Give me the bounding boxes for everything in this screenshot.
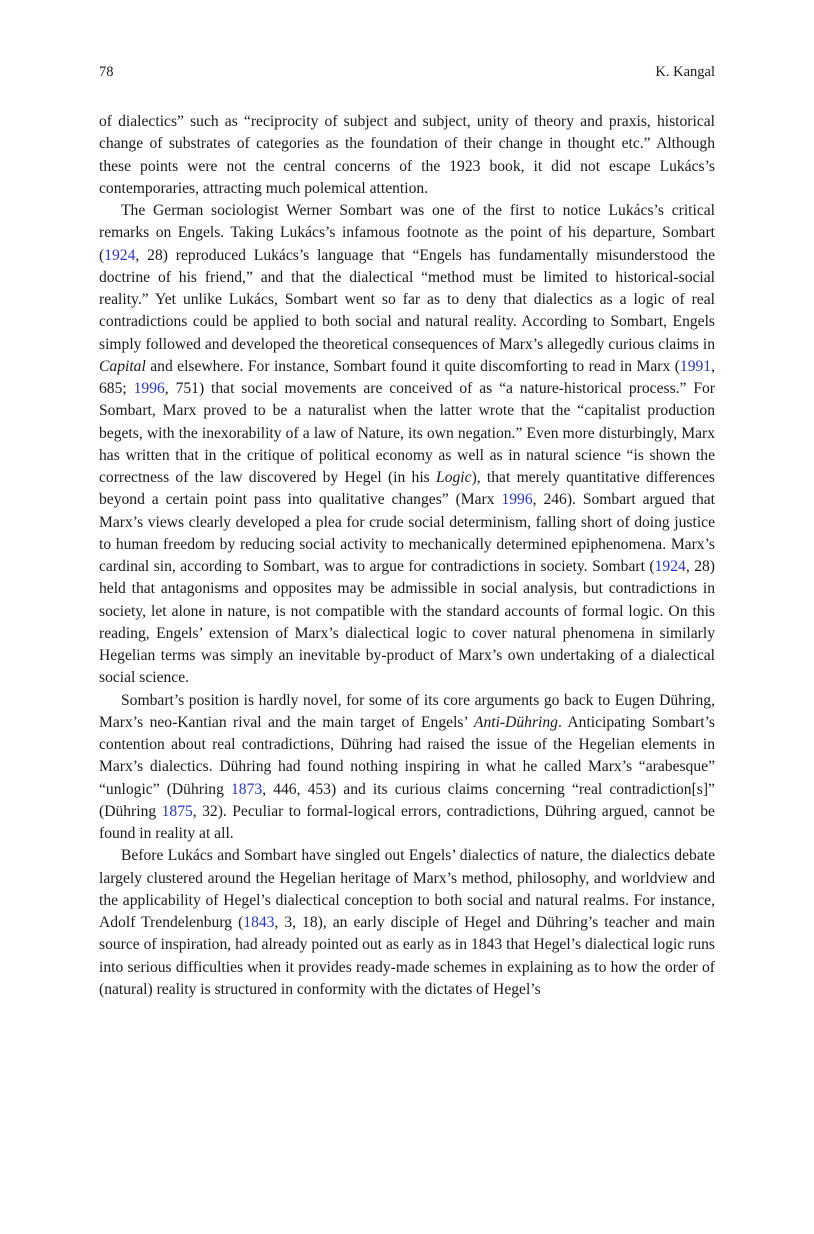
page-number: 78 (99, 64, 114, 80)
text-run: Sombart’s position is hardly novel, for some of its core arguments go back to Eugen Dühring, Marx’s neo-Kantian rival and the main target of Engels’ (99, 691, 715, 731)
text-run: , 246). Sombart argued that Marx’s views clearly developed a plea for crude social determinism, falling short of doing justice to human freedom by reducing social activity to mechanically determined epiphenomena. Marx’s cardinal sin, according to Sombart, was to argue for contradictions in society. Sombart ( (99, 491, 715, 575)
text-run: , 28) reproduced Lukács’s language that “Engels has fundamentally misunderstood the doctrine of his friend,” and that the dialectical “method must be limited to historical-social reality.” Yet unlike Lukács, Sombart went so far as to deny that dialectics as a logic of real contradictions could be applied to both social and natural reality. According to Sombart, Engels simply followed and developed the theoretical consequences of Marx’s allegedly curious claims in (99, 246, 715, 353)
italic-title: Capital (99, 357, 146, 375)
text-run: , 685; (99, 357, 715, 397)
text-run: , 446, 453) and its curious claims concerning “real contradiction[s]” (Dühring (99, 780, 715, 820)
text-run: , 28) held that antagonisms and opposites may be admissible in social analysis, but contradictions in society, let alone in nature, is not compatible with the standard accounts of formal logic. On this reading, Engels’ extension of Marx’s dialectical logic to cover natural phenomena in similarly Hegelian terms was simply an inevitable by-product of Marx’s own undertaking of a dialectical social science. (99, 558, 715, 687)
body-text (99, 111, 715, 1001)
citation-link[interactable]: 1996 (501, 491, 533, 509)
italic-title: Logic (436, 469, 472, 486)
citation-link[interactable]: 1924 (104, 246, 136, 264)
italic-title: Anti-Dühring (473, 713, 558, 731)
paragraph (99, 111, 715, 200)
text-run: Before Lukács and Sombart have singled out Engels’ dialectics of nature, the dialectics debate largely clustered around the Hegelian heritage of Marx’s method, philosophy, and worldview and the applicability of Hegel’s dialectical conception to both social and natural realms. For instance, Adolf Trendelenburg ( (99, 847, 715, 931)
text-run: of dialectics” such as “reciprocity of subject and subject, unity of theory and praxis, historical change of substrates of categories as the foundation of their change in thought etc.” Although these points were not the central concerns of the 1923 book, it did not escape Lukács’s contemporaries, attracting much polemical attention. (99, 113, 715, 197)
text-run: . Anticipating Sombart’s contention about real contradictions, Dühring had raised the issue of the Hegelian elements in Marx’s dialectics. Dühring had found nothing inspiring in what he called Marx’s “arabesque” “unlogic” (Dühring (99, 713, 716, 798)
text-run: , 751) that social movements are conceived of as “a nature-historical process.” For Sombart, Marx proved to be a naturalist when the latter wrote that the “capitalist production begets, with the inexorability of a law of Nature, its own negation.” Even more disturbingly, Marx has written that in the critique of political economy as well as in natural science “is shown the correctness of the law discovered by Hegel (in his (99, 380, 715, 486)
citation-link[interactable]: 1996 (133, 380, 165, 397)
citation-link[interactable]: 1843 (243, 914, 275, 931)
running-head-author: K. Kangal (655, 64, 715, 80)
paragraph (99, 690, 715, 846)
citation-link[interactable]: 1924 (654, 558, 686, 575)
citation-link[interactable]: 1873 (231, 780, 263, 798)
text-run: , 3, 18), an early disciple of Hegel and Dühring’s teacher and main source of inspiration, had already pointed out as early as in 1843 that Hegel’s dialectical logic runs into serious difficulties when it provides ready-made schemes in explaining as to how the order of (natural) reality is structured in conformity with the dictates of Hegel’s (99, 914, 715, 998)
page (99, 0, 715, 1234)
text-run: ), that merely quantitative differences beyond a certain point pass into qualitative changes” (Marx (99, 469, 716, 509)
text-run: The German sociologist Werner Sombart was one of the first to notice Lukács’s critical remarks on Engels. Taking Lukács’s infamous footnote as the point of his departure, Sombart ( (99, 202, 715, 264)
paragraph (99, 200, 715, 690)
running-head (99, 64, 715, 84)
paragraph (99, 845, 715, 1001)
citation-link[interactable]: 1875 (161, 802, 193, 820)
citation-link[interactable]: 1991 (679, 357, 712, 375)
text-run: , 32). Peculiar to formal-logical errors, contradictions, Dühring argued, cannot be found in reality at all. (99, 802, 715, 842)
text-run: and elsewhere. For instance, Sombart found it quite discomforting to read in Marx ( (145, 357, 680, 375)
